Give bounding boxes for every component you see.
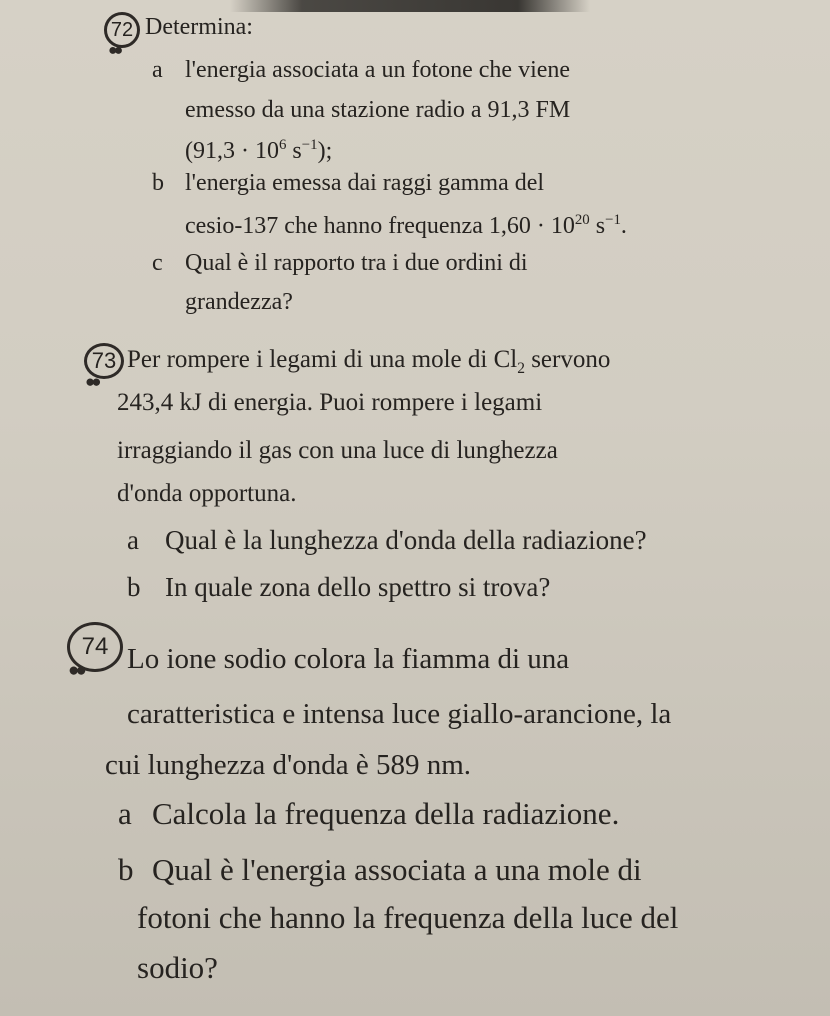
problem-72-b-label: b — [152, 170, 164, 196]
problem-72-c-label: c — [152, 250, 163, 276]
problem-74-b-line1: Qual è l'energia associata a una mole di — [152, 852, 642, 887]
problem-72-b-line2: cesio-137 che hanno frequenza $1,60 \cdot 10^{20}$ $s^{-1}$. — [185, 212, 627, 239]
page-top-shadow — [230, 0, 590, 12]
problem-73-b-text: In quale zona dello spettro si trova? — [165, 572, 551, 602]
difficulty-dots-74: ●● — [68, 660, 83, 681]
problem-72-a-line2: emesso da una stazione radio a 91,3 FM — [185, 97, 571, 123]
problem-74-number: 74 — [67, 622, 123, 672]
difficulty-dots-73: ●● — [85, 372, 98, 391]
problem-74-line3: cui lunghezza d'onda è 589 nm. — [105, 749, 471, 781]
problem-72-intro: Determina: — [145, 14, 253, 40]
problem-74-line1: Lo ione sodio colora la fiamma di una — [127, 643, 570, 675]
problem-72-c-line1: Qual è il rapporto tra i due ordini di — [185, 250, 528, 276]
problem-74-b-line3: sodio? — [137, 950, 218, 985]
problem-74-b-label: b — [118, 852, 134, 887]
problem-72-c-line2: grandezza? — [185, 289, 293, 315]
problem-72-a-line1: l'energia associata a un fotone che viene — [185, 57, 571, 83]
problem-74-a-text: Calcola la frequenza della radiazione. — [152, 796, 620, 831]
problem-72-a-line3: ($91,3 \cdot 10^6$ $s^{-1}$); — [185, 137, 333, 164]
problem-73-line4: d'onda opportuna. — [117, 480, 297, 507]
problem-73-a-text: Qual è la lunghezza d'onda della radiazione? — [165, 525, 647, 555]
problem-73-number: 73 — [84, 343, 124, 379]
problem-72-a-label: a — [152, 57, 163, 83]
problem-74-b-line2: fotoni che hanno la frequenza della luce del — [137, 900, 679, 935]
problem-73-b-label: b — [127, 572, 141, 602]
difficulty-dots-72: ●● — [108, 42, 120, 59]
problem-74-line2: caratteristica e intensa luce giallo-arancione, la — [127, 698, 672, 730]
problem-72-b-line1: l'energia emessa dai raggi gamma del — [185, 170, 545, 196]
problem-73-a-label: a — [127, 525, 139, 555]
problem-73-line3: irraggiando il gas con una luce di lunghezza — [117, 437, 558, 464]
problem-74-a-label: a — [118, 796, 132, 831]
problem-72-number: 72 — [104, 12, 140, 48]
problem-73-line2: 243,4 kJ di energia. Puoi rompere i legami — [117, 389, 543, 416]
problem-73-line1: Per rompere i legami di una mole di $Cl_2$ servono — [127, 346, 611, 377]
